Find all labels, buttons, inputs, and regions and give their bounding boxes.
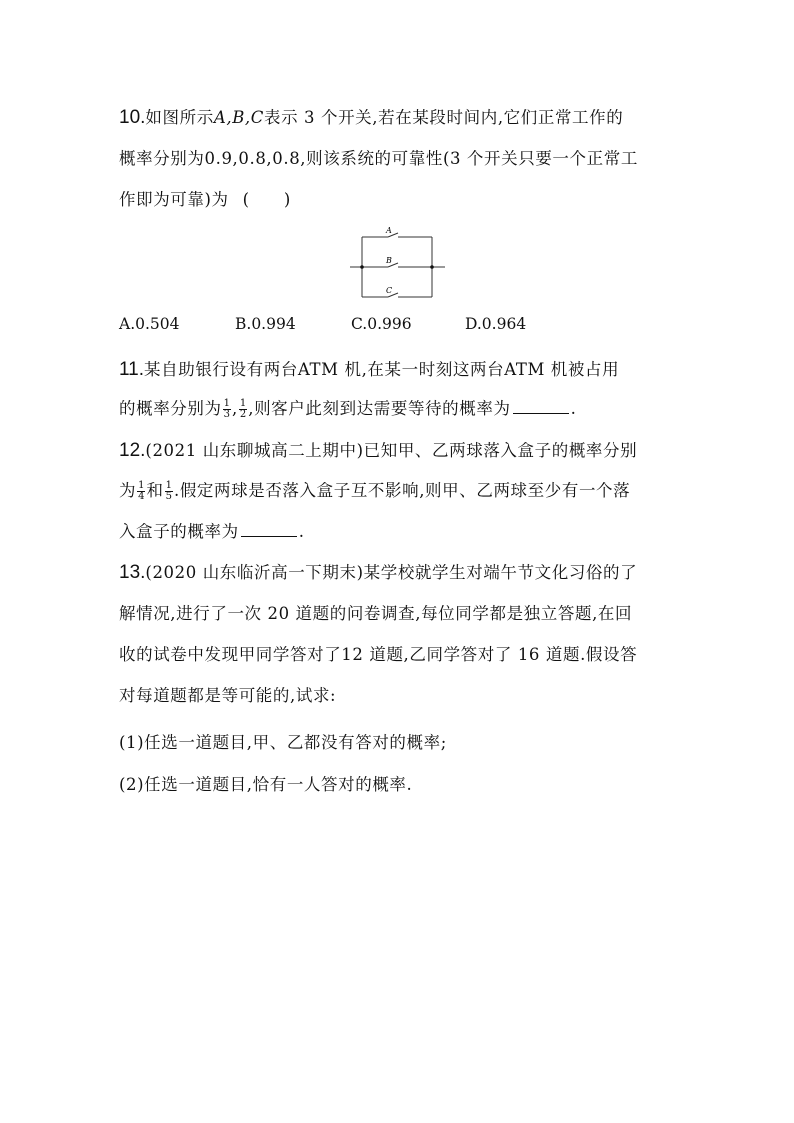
q13-line-4: 对每道题都是等可能的,试求:	[119, 686, 337, 705]
q12-text-pre: 为	[119, 481, 137, 500]
q10-line-3	[119, 190, 291, 210]
q13-line-2: 解情况,进行了一次 20 道题的问卷调查,每位同学都是独立答题,在回	[119, 604, 633, 623]
q11-text-pre: 的概率分别为	[119, 399, 222, 418]
q12-answer-blank[interactable]	[241, 522, 297, 537]
q12-frac2-num: 1	[165, 480, 172, 491]
q10-number: 10.	[119, 107, 146, 128]
q11-fraction-2	[239, 399, 247, 420]
q10-text-line3: 作即为可靠)为	[119, 190, 229, 209]
q12-line-2	[119, 481, 630, 502]
q10-text-post: 表示 3 个开关,若在某段时间内,它们正常工作的	[263, 108, 624, 127]
q12-line-3	[119, 522, 305, 542]
q12-fraction-2	[165, 481, 173, 502]
q11-frac2-num: 1	[239, 398, 247, 409]
q12-number: 12.	[119, 440, 146, 461]
option-a: A.0.504	[119, 315, 180, 333]
q12-text-line1: (2021 山东聊城高二上期中)已知甲、乙两球落入盒子的概率分别	[145, 441, 638, 460]
q12-frac2-den: 5	[165, 491, 172, 502]
q12-end: .	[298, 522, 305, 541]
option-c: C.0.996	[351, 315, 412, 333]
q12-text-line3: 入盒子的概率为	[119, 522, 239, 541]
q11-line-1	[119, 360, 619, 380]
option-d: D.0.964	[465, 315, 527, 333]
q10-answer-paren: ( )	[242, 190, 291, 209]
q10-line-1	[119, 108, 623, 128]
switch-label-c: C	[386, 286, 393, 295]
q11-answer-blank[interactable]	[513, 399, 569, 414]
q13-line-1	[119, 563, 637, 583]
q10-variables: A,B,C	[213, 108, 264, 127]
switch-label-a: A	[386, 226, 392, 235]
junction-left	[360, 265, 364, 269]
q11-line-2	[119, 399, 576, 420]
q13-part-2: (2)任选一道题目,恰有一人答对的概率.	[119, 775, 413, 794]
q12-text-post: .假定两球是否落入盒子互不影响,则甲、乙两球至少有一个落	[173, 481, 631, 500]
q12-frac1-den: 4	[138, 491, 145, 502]
switch-label-b: B	[386, 256, 392, 265]
q11-frac1-num: 1	[223, 398, 230, 409]
q12-fraction-1	[137, 481, 145, 502]
q13-number: 13.	[119, 562, 146, 583]
q12-frac1-num: 1	[138, 480, 145, 491]
q11-frac1-den: 3	[223, 409, 230, 420]
q11-end: .	[570, 399, 577, 418]
q11-fraction-1	[223, 399, 231, 420]
q10-line-2: 概率分别为0.9,0.8,0.8,则该系统的可靠性(3 个开关只要一个正常工	[119, 149, 638, 168]
q10-text-pre: 如图所示	[145, 108, 214, 127]
option-b: B.0.994	[235, 315, 296, 333]
q13-line-3: 收的试卷中发现甲同学答对了12 道题,乙同学答对了 16 道题.假设答	[119, 645, 638, 664]
q11-text-line1: 某自助银行设有两台ATM 机,在某一时刻这两台ATM 机被占用	[144, 360, 620, 379]
q12-and: 和	[146, 481, 164, 500]
q11-frac2-den: 2	[239, 409, 247, 420]
q13-text-line1: (2020 山东临沂高一下期末)某学校就学生对端午节文化习俗的了	[145, 563, 638, 582]
q12-line-1	[119, 441, 637, 461]
q11-text-post: ,则客户此刻到达需要等待的概率为	[248, 399, 511, 418]
q11-comma: ,	[231, 399, 238, 418]
circuit-diagram	[350, 225, 450, 301]
q13-part-1: (1)任选一道题目,甲、乙都没有答对的概率;	[119, 733, 447, 752]
junction-right	[430, 265, 434, 269]
q11-number: 11.	[119, 359, 145, 380]
